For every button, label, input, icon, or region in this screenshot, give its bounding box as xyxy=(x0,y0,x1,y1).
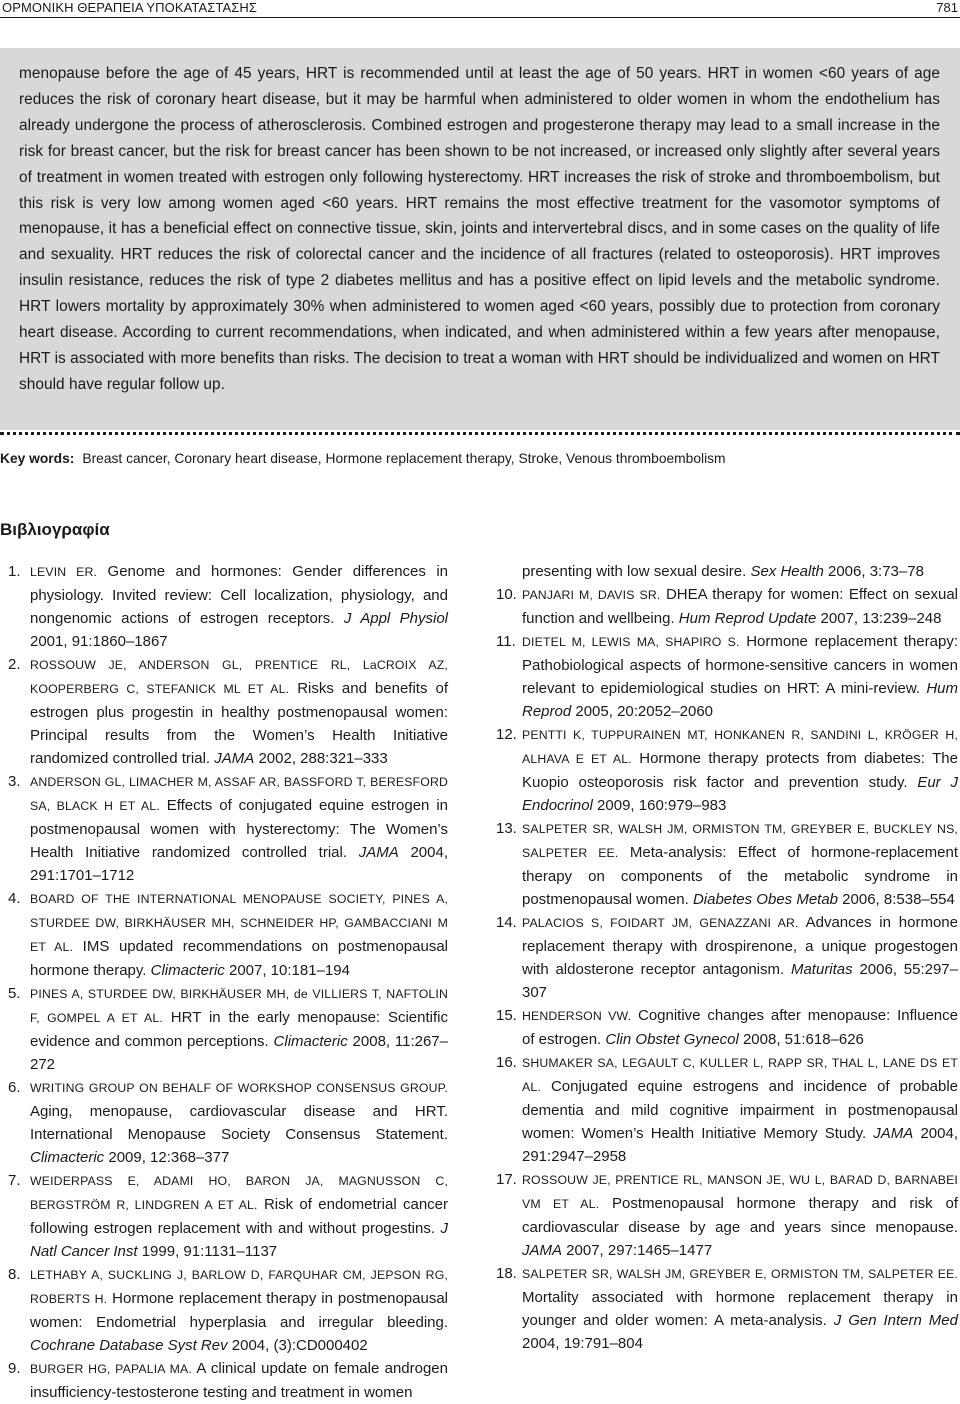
reference-journal: Climacteric xyxy=(30,1149,105,1166)
reference-number: 1. xyxy=(8,563,21,580)
reference-authors: ROSSOUW JE, PRENTICE RL, MANSON JE, WU L, BARAD D, BARNABEI VM ET AL. xyxy=(522,1173,958,1211)
reference-journal: JAMA xyxy=(522,1242,563,1259)
reference-authors: HENDERSON VW. xyxy=(522,1009,632,1023)
reference-continuation xyxy=(496,560,958,583)
reference-details: 2006, 8:538–554 xyxy=(838,891,955,908)
reference-item xyxy=(496,817,958,911)
reference-item xyxy=(8,1169,448,1263)
reference-list-right xyxy=(496,560,958,1355)
bibliography-heading: Βιβλιογραφία xyxy=(0,520,110,539)
reference-authors: LETHABY A, SUCKLING J, BARLOW D, FARQUHAR CM, JEPSON RG, ROBERTS H. xyxy=(30,1268,448,1306)
reference-details: 2002, 288:321–333 xyxy=(254,750,388,767)
reference-details: 2008, 11:267–272 xyxy=(30,1033,448,1073)
reference-item xyxy=(496,1168,958,1262)
reference-item xyxy=(496,1004,958,1051)
reference-details: 2007, 10:181–194 xyxy=(224,962,350,979)
reference-item xyxy=(8,653,448,770)
dotted-divider xyxy=(0,432,960,436)
reference-title: Effects of conjugated equine estrogen in postmenopausal women with hysterectomy: The Women’s Health Initiative randomized controlled trial. xyxy=(30,797,448,861)
reference-authors: PALACIOS S, FOIDART JM, GENAZZANI AR. xyxy=(522,916,799,930)
reference-journal: Maturitas xyxy=(790,961,853,978)
reference-item xyxy=(8,1263,448,1357)
reference-authors: LEVIN ER. xyxy=(30,565,98,579)
reference-number: 18. xyxy=(496,1265,517,1282)
reference-number: 16. xyxy=(496,1054,517,1071)
reference-authors: WRITING GROUP ON BEHALF OF WORKSHOP CONSENSUS GROUP. xyxy=(30,1081,448,1095)
reference-authors: PINES A, STURDEE DW, BIRKHÄUSER MH, de VILLIERS T, NAFTOLIN F, GOMPEL A ET AL. xyxy=(30,987,448,1025)
reference-title: Postmenopausal hormone therapy and risk of cardiovascular disease by age and years since menopause. xyxy=(522,1195,958,1236)
reference-number: 15. xyxy=(496,1007,517,1024)
reference-title: Aging, menopause, cardiovascular disease and HRT. International Menopause Society Consensus Statement. xyxy=(30,1103,448,1143)
reference-item xyxy=(8,1357,448,1404)
reference-title: Genome and hormones: Gender differences in physiology. Invited review: Cell localization, physiology, and nongenomic actions of estrogen receptors. xyxy=(30,563,448,627)
reference-title: Advances in hormone replacement therapy with drospirenone, a unique progestogen with aldosterone receptor antagonism. xyxy=(522,914,958,978)
reference-journal: Hum Reprod Update xyxy=(678,610,817,627)
reference-item xyxy=(496,723,958,817)
reference-number: 9. xyxy=(8,1360,21,1377)
reference-title: Meta-analysis: Effect of hormone-replacement therapy on components of the metabolic syndrome in postmenopausal women. xyxy=(522,844,958,908)
reference-item xyxy=(8,982,448,1076)
abstract-box xyxy=(0,48,960,430)
running-title: ΟΡΜΟΝΙΚΗ ΘΕΡΑΠΕΙΑ ΥΠΟΚΑΤΑΣΤΑΣΗΣ xyxy=(2,0,257,15)
reference-details: 1999, 91:1131–1137 xyxy=(137,1243,278,1260)
reference-journal: JAMA xyxy=(214,750,255,767)
reference-details: 2009, 12:368–377 xyxy=(104,1149,230,1166)
reference-details: 2006, 55:297–307 xyxy=(522,961,958,1001)
reference-title: presenting with low sexual desire. xyxy=(522,563,751,580)
reference-number: 17. xyxy=(496,1171,517,1188)
reference-item xyxy=(8,887,448,982)
reference-journal: J Natl Cancer Inst xyxy=(30,1220,448,1260)
reference-details: 2008, 51:618–626 xyxy=(738,1031,864,1048)
reference-authors: ANDERSON GL, LIMACHER M, ASSAF AR, BASSFORD T, BERESFORD SA, BLACK H ET AL. xyxy=(30,775,448,813)
keywords-label: Key words: xyxy=(0,451,75,466)
reference-number: 4. xyxy=(8,890,21,907)
reference-number: 10. xyxy=(496,586,517,603)
reference-list-left xyxy=(8,560,448,1404)
reference-title: Mortality associated with hormone replacement therapy in younger and older women: A meta-analysis. xyxy=(522,1289,958,1329)
keywords-text: Breast cancer, Coronary heart disease, Hormone replacement therapy, Stroke, Venous thromboembolism xyxy=(82,451,726,466)
reference-title: IMS updated recommendations on postmenopausal hormone therapy. xyxy=(30,938,448,979)
reference-details: 2009, 160:979–983 xyxy=(592,797,727,814)
reference-item xyxy=(496,630,958,723)
reference-details: 2004, 291:1701–1712 xyxy=(30,844,448,884)
reference-authors: PANJARI M, DAVIS SR. xyxy=(522,588,661,602)
reference-number: 8. xyxy=(8,1266,21,1283)
reference-number: 12. xyxy=(496,726,517,743)
reference-authors: SALPETER SR, WALSH JM, ORMISTON TM, GREYBER E, BUCKLEY NS, SALPETER EE. xyxy=(522,822,958,860)
reference-number: 14. xyxy=(496,914,517,931)
reference-journal: Sex Health xyxy=(750,563,824,580)
reference-number: 7. xyxy=(8,1172,21,1189)
reference-journal: Clin Obstet Gynecol xyxy=(605,1031,739,1048)
reference-title: Risks and benefits of estrogen plus progestin in healthy postmenopausal women: Principal results from the Women’s Health Initiative randomized controlled trial. xyxy=(30,680,448,767)
reference-title: HRT in the early menopause: Scientific evidence and common perceptions. xyxy=(30,1009,448,1050)
reference-authors: BURGER HG, PAPALIA MA. xyxy=(30,1362,192,1376)
reference-journal: Climacteric xyxy=(273,1033,348,1050)
reference-details: 2004, (3):CD000402 xyxy=(227,1337,368,1354)
reference-authors: DIETEL M, LEWIS MA, SHAPIRO S. xyxy=(522,635,740,649)
abstract-text: menopause before the age of 45 years, HRT is recommended until at least the age of 50 years. HRT in women <60 years of age reduces the risk of coronary heart disease, but it may be harmful when administered to older women in whom the endothelium has already undergone the process of atherosclerosis. Combined estrogen and progesterone therapy may lead to a small increase in the risk for breast cancer, but the risk for breast cancer has been shown to be not increased, or increased only slightly after several years of treatment in women treated with estrogen only following hysterectomy. HRT increases the risk of stroke and thromboembolism, but this risk is very low among women aged <60 years. HRT remains the most effective treatment for the vasomotor symptoms of menopause, it has a beneficial effect on connective tissue, skin, joints and intervertebral discs, and in some cases on the quality of life and sexuality. HRT reduces the risk of colorectal cancer and the incidence of all fractures (related to osteoporosis). HRT improves insulin resistance, reduces the risk of type 2 diabetes mellitus and has a positive effect on lipid levels and the metabolic syndrome. HRT lowers mortality by approximately 30% when administered to women aged <60 years, possibly due to protection from coronary heart disease. According to current recommendations, when indicated, and when administered within a few years after menopause, HRT is associated with more benefits than risks. The decision to treat a woman with HRT should be individualized and women on HRT should have regular follow up. xyxy=(19,65,940,393)
keywords xyxy=(0,450,960,468)
reference-authors: PENTTI K, TUPPURAINEN MT, HONKANEN R, SANDINI L, KRÖGER H, ALHAVA E ET AL. xyxy=(522,728,958,766)
reference-title: Risk of endometrial cancer following estrogen replacement with and without progestins. xyxy=(30,1196,448,1237)
page-number: 781 xyxy=(936,0,958,15)
reference-item xyxy=(496,1051,958,1168)
reference-details: 2004, 19:791–804 xyxy=(522,1335,643,1352)
reference-title: Cognitive changes after menopause: Influence of estrogen. xyxy=(522,1007,958,1048)
reference-journal: J Gen Intern Med xyxy=(833,1312,958,1329)
reference-journal: Hum Reprod xyxy=(522,680,958,720)
reference-authors: BOARD OF THE INTERNATIONAL MENOPAUSE SOCIETY, PINES A, STURDEE DW, BIRKHÄUSER MH, SCHNEIDER HP, GAMBACCIANI M ET AL. xyxy=(30,892,448,954)
reference-title: A clinical update on female androgen insufficiency-testosterone testing and treatment in women xyxy=(30,1360,448,1401)
reference-title: Conjugated equine estrogens and incidence of probable dementia and mild cognitive impairment in postmenopausal women: Women’s Health Initiative Memory Study. xyxy=(522,1078,958,1142)
reference-journal: J Appl Physiol xyxy=(343,610,449,627)
reference-item xyxy=(8,770,448,887)
reference-number: 3. xyxy=(8,773,21,790)
reference-item xyxy=(496,911,958,1004)
reference-details: 2007, 297:1465–1477 xyxy=(562,1242,713,1259)
reference-authors: SHUMAKER SA, LEGAULT C, KULLER L, RAPP SR, THAL L, LANE DS ET AL. xyxy=(522,1056,958,1094)
reference-number: 11. xyxy=(496,633,516,650)
reference-details: 2004, 291:2947–2958 xyxy=(522,1125,958,1165)
reference-number: 2. xyxy=(8,656,21,673)
reference-item xyxy=(8,1076,448,1169)
reference-item xyxy=(8,560,448,653)
reference-details: 2005, 20:2052–2060 xyxy=(571,703,714,720)
reference-title: Hormone replacement therapy in postmenopausal women: Endometrial hyperplasia and irregular bleeding. xyxy=(30,1290,448,1331)
reference-details: 2007, 13:239–248 xyxy=(816,610,942,627)
reference-details: 2001, 91:1860–1867 xyxy=(30,633,168,650)
reference-number: 5. xyxy=(8,985,21,1002)
reference-title: DHEA therapy for women: Effect on sexual function and wellbeing. xyxy=(522,586,959,627)
reference-title: Hormone replacement therapy: Pathobiological aspects of hormone-sensitive cancers in women relevant to epidemiological studies on HRT: A mini-review. xyxy=(522,633,958,697)
reference-number: 13. xyxy=(496,820,517,837)
reference-journal: Climacteric xyxy=(150,962,225,979)
running-header xyxy=(0,0,960,18)
reference-details: 2006, 3:73–78 xyxy=(823,563,924,580)
reference-journal: Diabetes Obes Metab xyxy=(692,891,839,908)
reference-authors: SALPETER SR, WALSH JM, GREYBER E, ORMISTON TM, SALPETER EE. xyxy=(522,1267,958,1281)
reference-authors: WEIDERPASS E, ADAMI HO, BARON JA, MAGNUSSON C, BERGSTRÖM R, LINDGREN A ET AL. xyxy=(30,1174,448,1212)
reference-title: Hormone therapy protects from diabetes: The Kuopio osteoporosis risk factor and prevention study. xyxy=(522,750,958,791)
reference-item xyxy=(496,1262,958,1355)
reference-item xyxy=(496,583,958,630)
reference-journal: JAMA xyxy=(358,844,399,861)
reference-journal: Cochrane Database Syst Rev xyxy=(30,1337,228,1354)
reference-number: 6. xyxy=(8,1079,21,1096)
reference-journal: Eur J Endocrinol xyxy=(522,774,958,814)
reference-journal: JAMA xyxy=(873,1125,914,1142)
reference-authors: ROSSOUW JE, ANDERSON GL, PRENTICE RL, LaCROIX AZ, KOOPERBERG C, STEFANICK ML ET AL. xyxy=(30,658,448,696)
